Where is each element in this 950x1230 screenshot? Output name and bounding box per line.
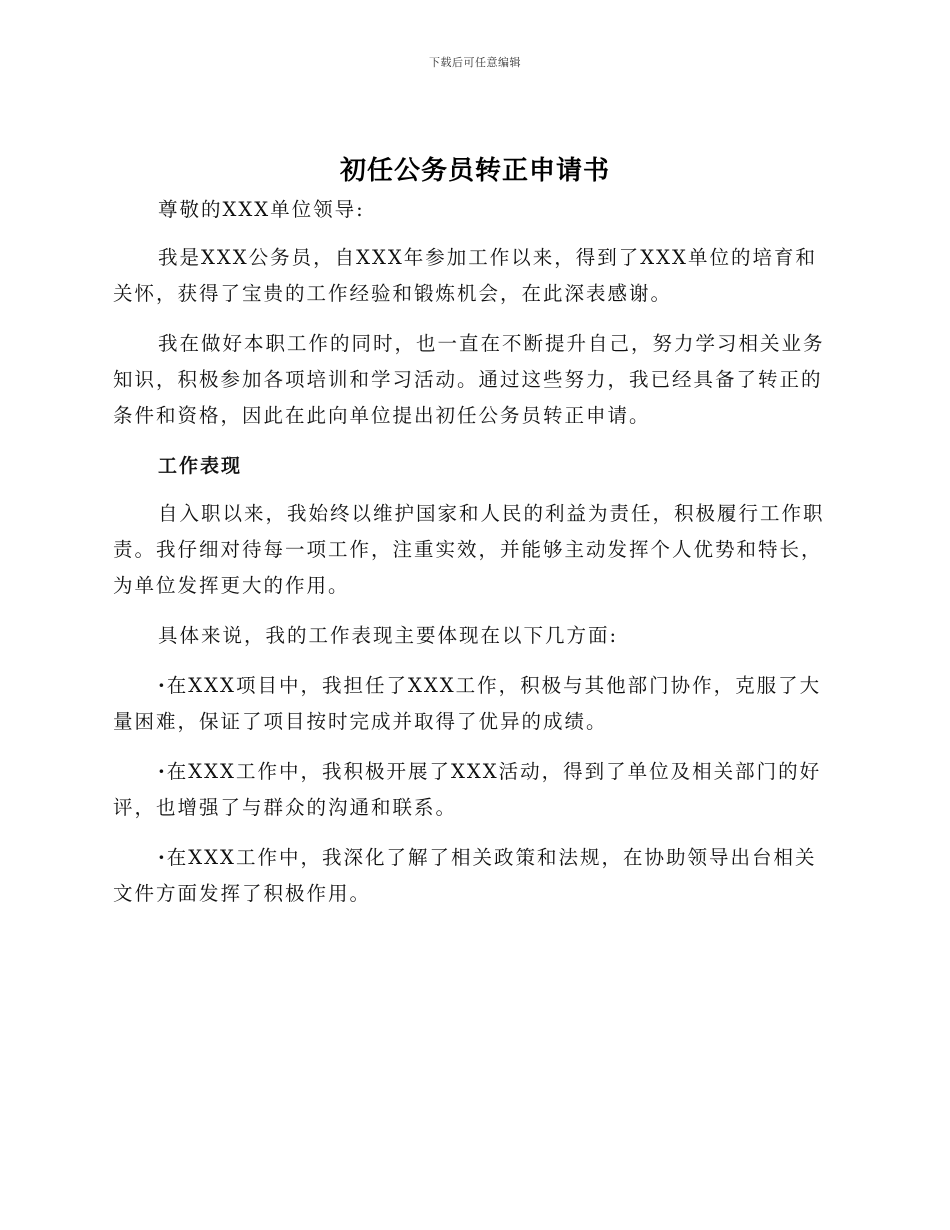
bullet-text: 在XXX项目中，我担任了XXX工作，积极与其他部门协作，克服了大量困难，保证了项目按时完成并取得了优异的成绩。 <box>113 674 822 733</box>
document-title: 初任公务员转正申请书 <box>339 156 610 186</box>
salutation: 尊敬的XXX单位领导: <box>158 198 365 221</box>
paragraph-application: 我在做好本职工作的同时，也一直在不断提升自己，努力学习相关业务知识，积极参加各项培训和学习活动。通过这些努力，我已经具备了转正的条件和资格，因此在此向单位提出初任公务员转正申请。 <box>113 332 825 427</box>
header-note: 下载后可任意编辑 <box>429 56 521 69</box>
paragraph-details-intro: 具体来说，我的工作表现主要体现在以下几方面: <box>158 624 619 647</box>
paragraph-intro: 我是XXX公务员，自XXX年参加工作以来，得到了XXX单位的培育和关怀，获得了宝贵的工作经验和锻炼机会，在此深表感谢。 <box>113 246 817 305</box>
document-body <box>113 192 833 926</box>
bullet-item <box>113 840 833 912</box>
paragraph-performance: 自入职以来，我始终以维护国家和人民的利益为责任，积极履行工作职责。我仔细对待每一项工作，注重实效，并能够主动发挥个人优势和特长，为单位发挥更大的作用。 <box>113 502 825 597</box>
bullet-text: 在XXX工作中，我深化了解了相关政策和法规，在协助领导出台相关文件方面发挥了积极作用。 <box>113 846 817 905</box>
bullet-dot-icon: · <box>158 674 167 697</box>
bullet-dot-icon: · <box>158 760 167 783</box>
bullet-item <box>113 668 833 740</box>
bullet-text: 在XXX工作中，我积极开展了XXX活动，得到了单位及相关部门的好评，也增强了与群众的沟通和联系。 <box>113 760 822 819</box>
bullet-item <box>113 754 833 826</box>
bullet-dot-icon: · <box>158 846 167 869</box>
section-heading: 工作表现 <box>158 455 243 477</box>
